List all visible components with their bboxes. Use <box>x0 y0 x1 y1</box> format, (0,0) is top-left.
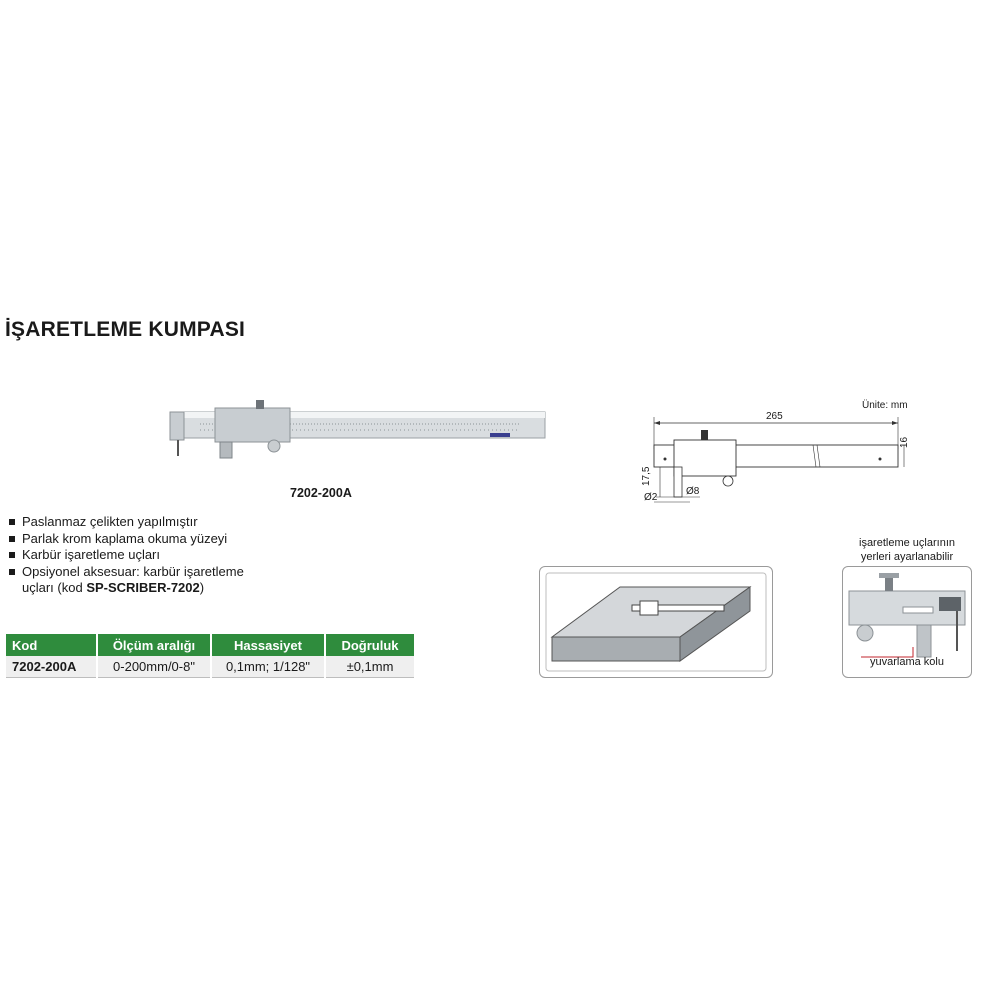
feature-item: Karbür işaretleme uçları <box>8 547 244 564</box>
table-cell: 0,1mm; 1/128" <box>211 656 325 678</box>
table-cell: 7202-200A <box>6 656 97 678</box>
feature-list <box>8 514 244 597</box>
table-row <box>6 656 415 678</box>
table-header-row <box>6 634 415 656</box>
detail-caption-bottom: yuvarlama kolu <box>870 656 944 668</box>
feature-item: Paslanmaz çelikten yapılmıştır <box>8 514 244 531</box>
table-cell: ±0,1mm <box>325 656 415 678</box>
column-header: Ölçüm aralığı <box>97 634 211 656</box>
feature-item: Parlak krom kaplama okuma yüzeyi <box>8 531 244 548</box>
detail-caption-top: işaretleme uçlarının yerleri ayarlanabilir <box>859 537 955 563</box>
length-dimension: 265 <box>766 411 783 422</box>
table-cell: 0-200mm/0-8" <box>97 656 211 678</box>
usage-illustration <box>539 566 773 678</box>
workpiece-illustration <box>540 567 772 677</box>
bullet-icon <box>9 569 15 575</box>
tip-diameter: Ø2 <box>644 492 658 503</box>
spec-table <box>6 634 416 678</box>
height-dimension: 16 <box>899 436 910 448</box>
page-title: İŞARETLEME KUMPASI <box>5 318 246 341</box>
bullet-icon <box>9 519 15 525</box>
unit-label: Ünite: mm <box>862 400 908 411</box>
feature-item: Opsiyonel aksesuar: karbür işaretleme uçları (kod SP-SCRIBER-7202) <box>8 564 244 597</box>
bullet-icon <box>9 552 15 558</box>
column-header: Kod <box>6 634 97 656</box>
column-header: Doğruluk <box>325 634 415 656</box>
wheel-diameter: Ø8 <box>686 486 700 497</box>
bullet-icon <box>9 536 15 542</box>
model-caption: 7202-200A <box>290 486 352 500</box>
detail-illustration <box>842 566 972 678</box>
jaw-dimension: 17,5 <box>641 466 652 486</box>
column-header: Hassasiyet <box>211 634 325 656</box>
accessory-code: SP-SCRIBER-7202 <box>86 580 200 595</box>
caliper-product-image <box>160 398 555 468</box>
